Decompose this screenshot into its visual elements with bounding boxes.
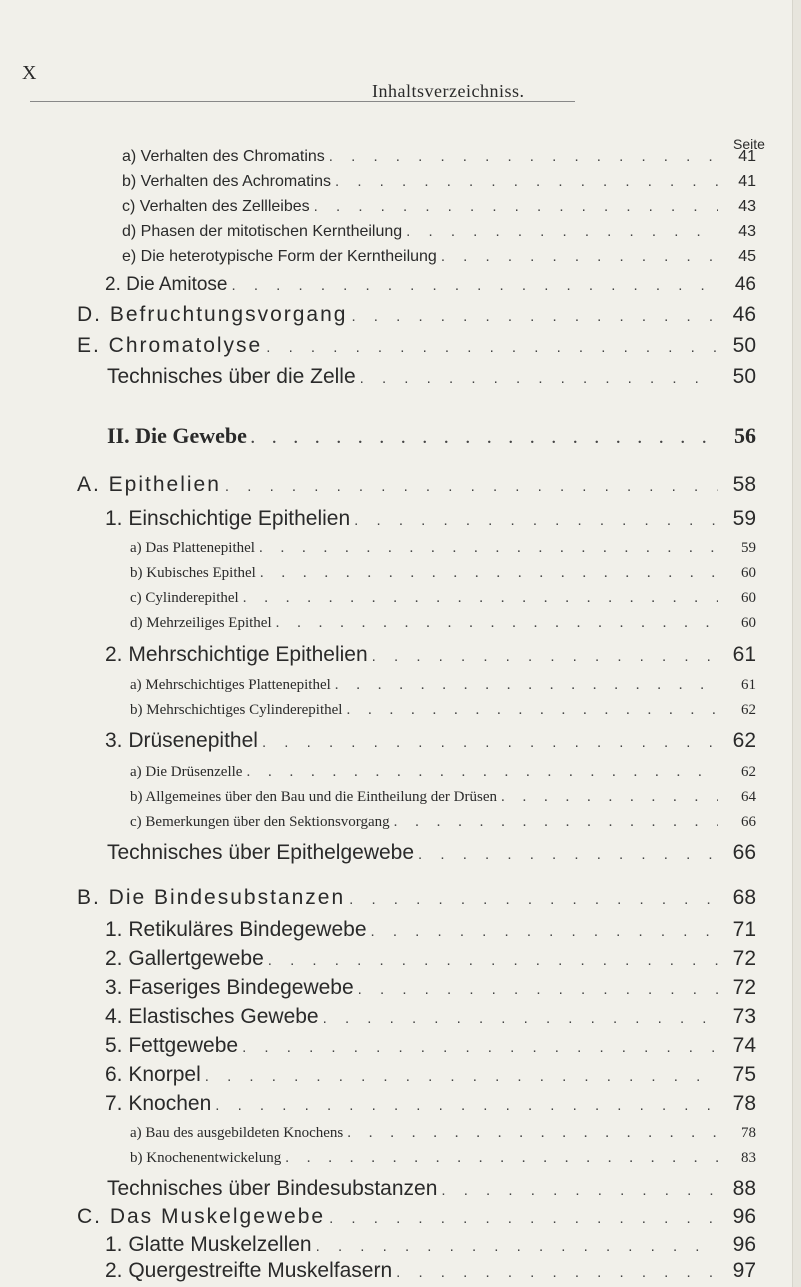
toc-entry-page: 46 <box>732 303 756 326</box>
toc-entry <box>130 535 756 561</box>
toc-entry <box>130 1145 756 1171</box>
toc-entry-page: 72 <box>732 976 756 999</box>
toc-entry-page: 68 <box>732 886 756 909</box>
toc-entry <box>105 1258 756 1284</box>
toc-entry-page: 46 <box>734 274 756 295</box>
toc-entry-label: b) Kubisches Epithel <box>130 565 256 581</box>
toc-entry-page: 97 <box>732 1259 756 1282</box>
toc-entry-label: 2. Gallertgewebe <box>105 947 264 970</box>
toc-entry-page: 71 <box>732 918 756 941</box>
toc-entry <box>130 759 756 785</box>
toc-entry-label: b) Mehrschichtiges Cylinderepithel <box>130 702 343 718</box>
toc-entry-page: 64 <box>741 789 756 805</box>
toc-entry-label: 5. Fettgewebe <box>105 1034 239 1057</box>
toc-entry <box>107 364 756 390</box>
toc-entry <box>105 642 756 668</box>
toc-entry <box>105 1004 756 1030</box>
toc-entry <box>130 560 756 586</box>
toc-entry-label: Technisches über Epithelgewebe <box>107 841 415 864</box>
toc-entry-label: e) Die heterotypische Form der Kerntheilung <box>122 248 437 265</box>
toc-entry-page: 72 <box>732 947 756 970</box>
toc-entry-page: 62 <box>741 702 756 718</box>
toc-entry-page: 60 <box>741 565 756 581</box>
toc-entry-label: d) Mehrzeiliges Epithel <box>130 615 272 631</box>
toc-entry-label: 1. Retikuläres Bindegewebe <box>105 918 367 941</box>
toc-entry-page: 78 <box>741 1125 756 1141</box>
toc-entry <box>122 144 756 170</box>
toc-entry-page: 73 <box>732 1005 756 1028</box>
toc-entry-page: 66 <box>741 814 756 830</box>
toc-entry-label: 6. Knorpel <box>105 1063 201 1086</box>
toc-entry <box>107 840 756 866</box>
toc-entry <box>77 302 756 328</box>
toc-entry <box>130 784 756 810</box>
toc-entry <box>105 975 756 1001</box>
toc-entry <box>122 219 756 245</box>
running-title: Inhaltsverzeichniss. <box>372 81 525 101</box>
toc-entry-page: 59 <box>741 540 756 556</box>
toc-entry <box>105 917 756 943</box>
toc-entry <box>122 169 756 195</box>
toc-entry-label: c) Verhalten des Zellleibes <box>122 198 310 215</box>
toc-entry-page: 60 <box>741 590 756 606</box>
toc-entry-label: 3. Drüsenepithel <box>105 729 258 752</box>
toc-entry-label: C. Das Muskelgewebe <box>77 1205 326 1228</box>
toc-entry <box>77 885 756 911</box>
toc-entry <box>105 1033 756 1059</box>
toc-part-heading <box>107 423 756 449</box>
toc-entry <box>105 946 756 972</box>
toc-entry-page: 96 <box>732 1205 756 1228</box>
toc-entry-label: a) Bau des ausgebildeten Knochens <box>130 1125 344 1141</box>
toc-entry <box>105 728 756 754</box>
toc-entry-page: 83 <box>741 1150 756 1166</box>
page-edge <box>792 0 801 1287</box>
toc-entry-page: 43 <box>738 223 756 240</box>
toc-entry-page: 59 <box>732 507 756 530</box>
toc-entry-label: A. Epithelien <box>77 473 221 496</box>
toc-entry <box>105 1232 756 1258</box>
toc-entry-label: E. Chromatolyse <box>77 334 263 357</box>
toc-entry-label: B. Die Bindesubstanzen <box>77 886 346 909</box>
toc-entry-page: 41 <box>738 173 756 190</box>
toc-entry <box>130 672 756 698</box>
toc-entry-label: a) Die Drüsenzelle <box>130 764 243 780</box>
toc-entry <box>130 1120 756 1146</box>
toc-entry-label: b) Allgemeines über den Bau und die Eintheilung der Drüsen <box>130 789 497 805</box>
toc-entry <box>122 244 756 270</box>
toc-entry <box>77 333 756 359</box>
toc-entry-label: a) Verhalten des Chromatins <box>122 148 325 165</box>
toc-entry-page: 50 <box>732 334 756 357</box>
toc-entry-label: c) Cylinderepithel <box>130 590 239 606</box>
toc-entry-label: II. Die Gewebe <box>107 423 247 448</box>
toc-entry-label: a) Das Plattenepithel <box>130 540 255 556</box>
toc-entry-page: 61 <box>741 677 756 693</box>
toc-entry-page: 96 <box>732 1233 756 1256</box>
toc-entry-page: 78 <box>732 1092 756 1115</box>
toc-entry-label: b) Verhalten des Achromatins <box>122 173 332 190</box>
page-marker: X <box>22 62 38 84</box>
toc-entry-page: 88 <box>732 1177 756 1200</box>
toc-entry <box>130 585 756 611</box>
toc-entry-label: a) Mehrschichtiges Plattenepithel <box>130 677 331 693</box>
toc-entry-label: D. Befruchtungsvorgang <box>77 303 348 326</box>
toc-entry <box>130 697 756 723</box>
toc-entry-label: d) Phasen der mitotischen Kerntheilung <box>122 223 403 240</box>
page-column-label: Seite <box>733 136 765 152</box>
toc-entry <box>105 1091 756 1117</box>
toc-entry-label: 1. Einschichtige Epithelien <box>105 507 351 530</box>
toc-entry <box>105 1062 756 1088</box>
toc-entry-label: 2. Mehrschichtige Epithelien <box>105 643 368 666</box>
toc-entry-label: Technisches über die Zelle <box>107 365 356 388</box>
toc-entry-page: 56 <box>734 423 756 448</box>
toc-entry-label: 7. Knochen <box>105 1092 212 1115</box>
toc-entry <box>105 506 756 532</box>
toc-entry-label: c) Bemerkungen über den Sektionsvorgang <box>130 814 390 830</box>
toc-entry <box>105 272 756 298</box>
toc-entry-page: 43 <box>738 198 756 215</box>
toc-entry-label: 4. Elastisches Gewebe <box>105 1005 319 1028</box>
toc-entry-page: 60 <box>741 615 756 631</box>
toc-entry-label: 2. Quergestreifte Muskelfasern <box>105 1259 393 1282</box>
toc-entry-page: 41 <box>738 148 756 165</box>
toc-entry-label: Technisches über Bindesubstanzen <box>107 1177 438 1200</box>
toc-entry-page: 58 <box>732 473 756 496</box>
toc-entry-page: 75 <box>732 1063 756 1086</box>
toc-entry-page: 61 <box>732 643 756 666</box>
toc-entry-page: 50 <box>732 365 756 388</box>
toc-entry <box>130 809 756 835</box>
toc-entry-label: 3. Faseriges Bindegewebe <box>105 976 354 999</box>
toc-entry <box>107 1176 756 1202</box>
toc-entry <box>77 1204 756 1230</box>
toc-entry-label: 2. Die Amitose <box>105 274 228 295</box>
toc-entry-page: 62 <box>741 764 756 780</box>
toc-entry-page: 62 <box>732 729 756 752</box>
toc-entry-label: b) Knochenentwickelung <box>130 1150 282 1166</box>
toc-entry-page: 74 <box>732 1034 756 1057</box>
header-rule <box>30 101 575 102</box>
toc-entry-page: 66 <box>732 841 756 864</box>
toc-entry-page: 45 <box>738 248 756 265</box>
toc-entry <box>77 472 756 498</box>
toc-entry-label: 1. Glatte Muskelzellen <box>105 1233 312 1256</box>
toc-entry <box>122 194 756 220</box>
toc-entry <box>130 610 756 636</box>
